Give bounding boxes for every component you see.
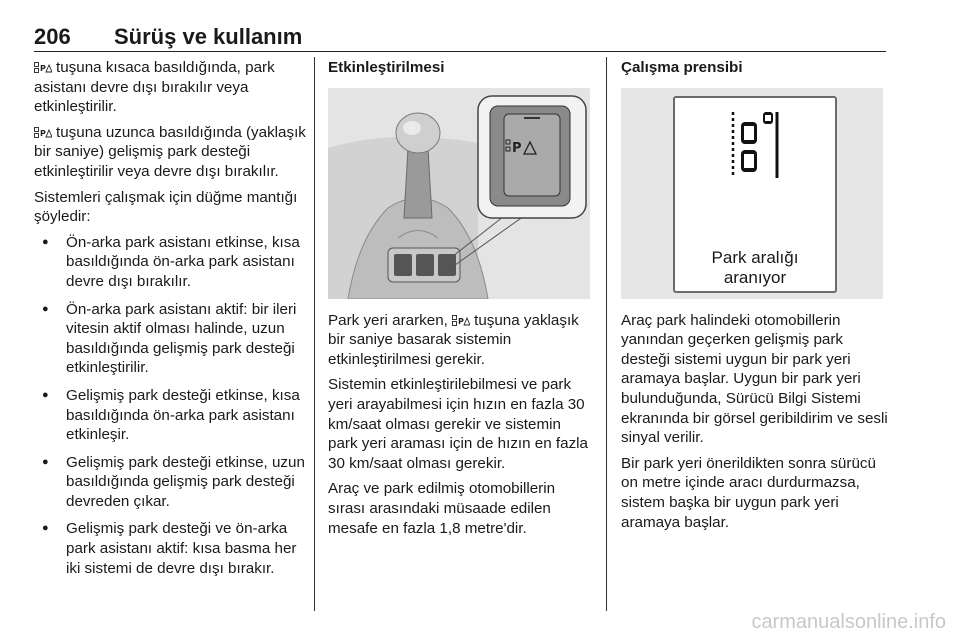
column-3 bbox=[621, 58, 889, 538]
list-item: ● Gelişmiş park desteği etkinse, uzun basıldığında gelişmiş park desteği devreden çıkar. bbox=[34, 453, 306, 512]
header-divider bbox=[34, 51, 886, 52]
watermark: carmanualsonline.info bbox=[751, 611, 946, 633]
column-1 bbox=[34, 58, 306, 586]
paragraph-search-principle: Araç park halindeki otomobillerin yanından geçerken gelişmiş park desteği sistemi uygun bir park yeri aramaya başlar. Uygun bir park yeri bulunduğunda, Sürücü Bilgi Sistemi ekranında bir görsel geribildirim ve sesli sinyal verilir. bbox=[621, 311, 888, 447]
activation-text-b: tuşuna yaklaşık bir saniye basarak sistemin etkinleştirilmesi gerekir. bbox=[328, 311, 579, 368]
activation-text-a: Park yeri ararken, bbox=[328, 311, 448, 329]
paragraph-distance: Araç ve park edilmiş otomobillerin sırası arasındaki müsaade edilen mesafe en fazla 1,8 metre'dir. bbox=[328, 480, 556, 537]
paragraph-button-logic: Sistemleri çalışmak için düğme mantığı şöyledir: bbox=[34, 188, 298, 226]
gear-shift-console-illustration bbox=[328, 88, 590, 299]
list-item: ● Gelişmiş park desteği etkinse, kısa basıldığında ön-arka park asistanı etkinleşir. bbox=[34, 386, 306, 445]
column-divider-left bbox=[314, 57, 315, 611]
list-item: ● Ön-arka park asistanı aktif: bir ileri vitesin aktif olması halinde, uzun basıldığında gelişmiş park desteği etkinleştirilir. bbox=[34, 300, 306, 378]
svg-text:P: P bbox=[512, 140, 522, 156]
long-press-text: tuşuna uzunca basıldığında (yaklaşık bir saniye) gelişmiş park desteği etkinleştirilir veya devre dışı bırakılır. bbox=[34, 123, 306, 180]
paragraph-speed-limit: Sistemin etkinleştirilebilmesi ve park yeri arayabilmesi için hızın en fazla 30 km/saat olması gerekir ve sistemin park yeri araması için de hızın en fazla 30 km/saat olması gerekir. bbox=[328, 376, 588, 472]
display-screen bbox=[673, 96, 837, 293]
paragraph-activation bbox=[328, 311, 594, 370]
section-title: Sürüş ve kullanım bbox=[114, 24, 303, 49]
page-number: 206 bbox=[34, 24, 71, 49]
button-logic-list bbox=[34, 233, 306, 579]
svg-text:P: P bbox=[40, 128, 46, 138]
heading-operating-principle: Çalışma prensibi bbox=[621, 59, 743, 76]
svg-text:P: P bbox=[40, 64, 46, 73]
display-line-1: Park aralığı bbox=[711, 247, 799, 267]
display-line-2: aranıyor bbox=[723, 267, 787, 287]
heading-activation: Etkinleştirilmesi bbox=[328, 59, 445, 76]
column-2 bbox=[328, 58, 594, 544]
driver-info-display-illustration bbox=[621, 88, 883, 299]
list-item: ● Gelişmiş park desteği ve ön-arka park asistanı aktif: kısa basma her iki sistemi de devre dışı bırakır. bbox=[34, 519, 306, 578]
display-message bbox=[675, 248, 835, 288]
park-assist-button-icon bbox=[34, 62, 52, 73]
park-assist-button-icon bbox=[34, 127, 52, 138]
paragraph-short-press bbox=[34, 58, 306, 117]
paragraph-long-press bbox=[34, 123, 306, 182]
svg-text:P: P bbox=[458, 316, 464, 326]
page-header bbox=[34, 22, 886, 52]
column-divider-right bbox=[606, 57, 607, 611]
list-item: ● Ön-arka park asistanı etkinse, kısa basıldığında ön-arka park asistanı devre dışı bırakılır. bbox=[34, 233, 306, 292]
park-assist-button-icon bbox=[452, 315, 470, 326]
paragraph-search-restart: Bir park yeri önerildikten sonra sürücü on metre içinde aracı durdurmazsa, sistem başka bir uygun park yeri aramaya başlar. bbox=[621, 454, 876, 531]
short-press-text: tuşuna kısaca basıldığında, park asistanı devre dışı bırakılır veya etkinleştirilir. bbox=[34, 59, 275, 116]
parking-space-graphic bbox=[675, 98, 835, 208]
